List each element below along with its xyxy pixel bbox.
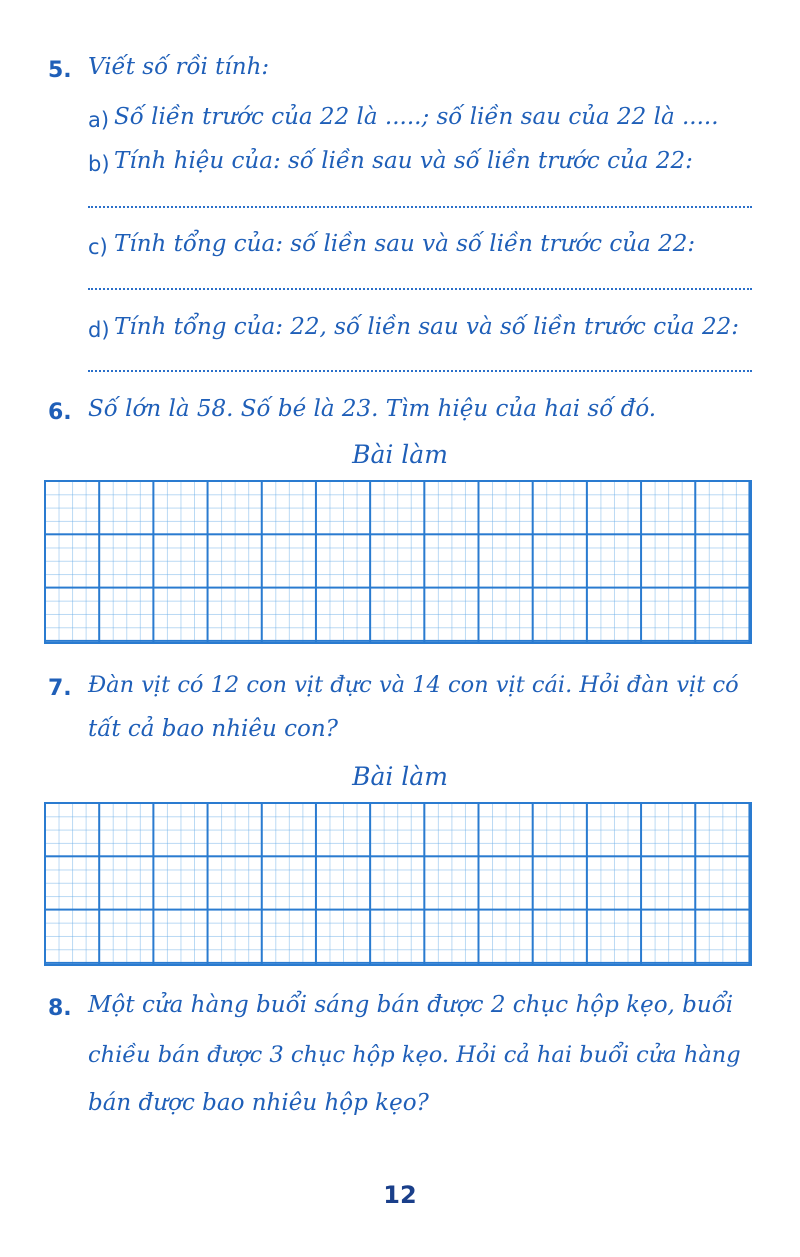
exercise-6-text: Số lớn là 58. Số bé là 23. Tìm hiệu của hai số đó.: [88, 396, 657, 422]
exercise-8-line2: chiều bán được 3 chục hộp kẹo. Hỏi cả hai buổi cửa hàng: [88, 1042, 741, 1068]
exercise-5d-label: d): [88, 318, 110, 342]
answer-grid-7[interactable]: [44, 802, 752, 966]
exercise-6-number: 6.: [48, 400, 72, 425]
exercise-5b-label: b): [88, 152, 110, 176]
exercise-8-number: 8.: [48, 996, 72, 1021]
answer-line-5c[interactable]: [88, 288, 752, 290]
exercise-5-title: Viết số rồi tính:: [88, 54, 270, 80]
exercise-5-number: 5.: [48, 58, 72, 83]
answer-line-5b[interactable]: [88, 206, 752, 208]
exercise-6-heading: Bài làm: [352, 440, 448, 469]
answer-line-5d[interactable]: [88, 370, 752, 372]
exercise-5a-text: Số liền trước của 22 là .....; số liền sau của 22 là .....: [114, 104, 719, 130]
exercise-5a-label: a): [88, 108, 110, 132]
exercise-5d-text: Tính tổng của: 22, số liền sau và số liền trước của 22:: [114, 314, 739, 340]
answer-grid-6[interactable]: [44, 480, 752, 644]
exercise-8-line1: Một cửa hàng buổi sáng bán được 2 chục hộp kẹo, buổi: [88, 992, 734, 1018]
exercise-5c-text: Tính tổng của: số liền sau và số liền trước của 22:: [114, 231, 696, 257]
page-number: 12: [383, 1181, 417, 1209]
exercise-7-heading: Bài làm: [352, 762, 448, 791]
exercise-8-line3: bán được bao nhiêu hộp kẹo?: [88, 1090, 429, 1116]
exercise-5c-label: c): [88, 235, 108, 259]
exercise-7-number: 7.: [48, 676, 72, 701]
exercise-5b-text: Tính hiệu của: số liền sau và số liền trước của 22:: [114, 148, 693, 174]
exercise-7-line2: tất cả bao nhiêu con?: [88, 716, 338, 742]
exercise-7-line1: Đàn vịt có 12 con vịt đực và 14 con vịt cái. Hỏi đàn vịt có: [88, 672, 739, 698]
